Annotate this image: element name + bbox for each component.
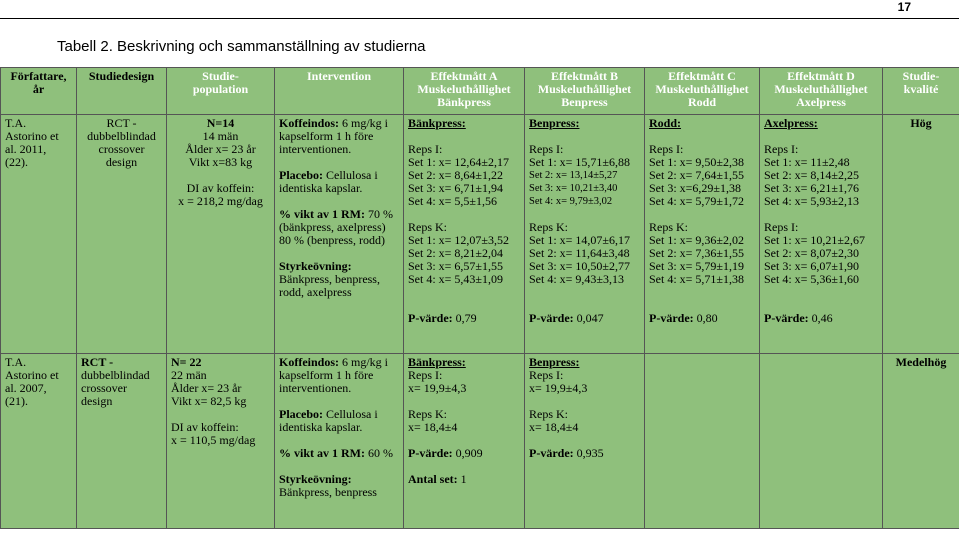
intervention-cell: Koffeindos: 6 mg/kg i kapselform 1 h före interventionen. Placebo: Cellulosa i identiska kapslar. % vikt av 1 RM: 60 % Styrkeövning: Bänkpress, benpress (275, 354, 404, 529)
intervention-cell: Koffeindos: 6 mg/kg i kapselform 1 h före interventionen. Placebo: Cellulosa i identiska kapslar. % vikt av 1 RM: 70 % (bänkpress, axelpress) 80 % (benpress, rodd) Styrkeövning: Bänkpress, benpress, rodd, axelpress (275, 115, 404, 354)
population-cell: N= 22 22 män Ålder x= 23 år Vikt x= 82,5 kg DI av koffein: x = 110,5 mg/dag (167, 354, 275, 529)
studies-table (0, 67, 959, 529)
page-number: 17 (897, 0, 911, 14)
effect-b-cell: Benpress: Reps I: x= 19,9±4,3 Reps K: x= 18,4±4 P-värde: 0,935 (525, 354, 645, 529)
effect-a-cell: Bänkpress: Reps I: x= 19,9±4,3 Reps K: x= 18,4±4 P-värde: 0,909 Antal set: 1 (404, 354, 525, 529)
p-value: P-värde: 0,047 (529, 311, 604, 325)
effect-a-cell: Bänkpress: Reps I: Set 1: x= 12,64±2,17 Set 2: x= 8,64±1,22 Set 3: x= 6,71±1,94 Set 4: x= 5,5±1,56 Reps K: Set 1: x= 12,07±3,52 Set 2: x= 8,21±2,04 Set 3: x= 6,57±1,55 Set 4: x= 5,43±1,09 P-värde: 0,79 (404, 115, 525, 354)
effect-d-cell-empty (760, 354, 883, 529)
effect-c-cell-empty (645, 354, 760, 529)
header-quality: Studie- kvalité (883, 68, 959, 115)
header-row (1, 68, 959, 115)
author-cell: T.A. Astorino et al. 2011, (22). (1, 115, 77, 354)
study-row-astorino-2007 (1, 354, 959, 529)
p-value: P-värde: 0,80 (649, 311, 718, 325)
population-cell: N=14 14 män Ålder x= 23 år Vikt x=83 kg DI av koffein: x = 218,2 mg/dag (167, 115, 275, 354)
table-caption: Tabell 2. Beskrivning och sammanställning av studierna (57, 38, 426, 55)
header-effect-b: Effektmått B Muskeluthållighet Benpress (525, 68, 645, 115)
header-effect-a: Effektmått A Muskeluthållighet Bänkpress (404, 68, 525, 115)
effect-d-cell: Axelpress: Reps I: Set 1: x= 11±2,48 Set 2: x= 8,14±2,25 Set 3: x= 6,21±1,76 Set 4: x= 5,93±2,13 Reps I: Set 1: x= 10,21±2,67 Set 2: x= 8,07±2,30 Set 3: x= 6,07±1,90 Set 4: x= 5,36±1,60 P-värde: 0,46 (760, 115, 883, 354)
p-value: P-värde: 0,46 (764, 311, 833, 325)
quality-cell: Hög (883, 115, 959, 354)
author-cell: T.A. Astorino et al. 2007, (21). (1, 354, 77, 529)
header-intervention: Intervention (275, 68, 404, 115)
quality-cell: Medelhög (883, 354, 959, 529)
header-design: Studiedesign (77, 68, 167, 115)
design-cell: RCT - dubbelblindad crossover design (77, 354, 167, 529)
effect-b-cell: Benpress: Reps I: Set 1: x= 15,71±6,88 Set 2: x= 13,14±5,27 Set 3: x= 10,21±3,40 Set 4: x= 9,79±3,02 Reps K: Set 1: x= 14,07±6,17 Set 2: x= 11,64±3,48 Set 3: x= 10,50±2,77 Set 4: x= 9,43±3,13 P-värde: 0,047 (525, 115, 645, 354)
header-population: Studie- population (167, 68, 275, 115)
header-effect-d: Effektmått D Muskeluthållighet Axelpress (760, 68, 883, 115)
p-value: P-värde: 0,79 (408, 311, 477, 325)
header-rule (0, 18, 959, 19)
header-effect-c: Effektmått C Muskeluthållighet Rodd (645, 68, 760, 115)
study-row-astorino-2011 (1, 115, 959, 354)
header-author: Författare, år (1, 68, 77, 115)
design-cell: RCT - dubbelblindad crossover design (77, 115, 167, 354)
effect-c-cell: Rodd: Reps I: Set 1: x= 9,50±2,38 Set 2: x= 7,64±1,55 Set 3: x=6,29±1,38 Set 4: x= 5,79±1,72 Reps K: Set 1: x= 9,36±2,02 Set 2: x= 7,36±1,55 Set 3: x= 5,79±1,19 Set 4: x= 5,71±1,38 P-värde: 0,80 (645, 115, 760, 354)
